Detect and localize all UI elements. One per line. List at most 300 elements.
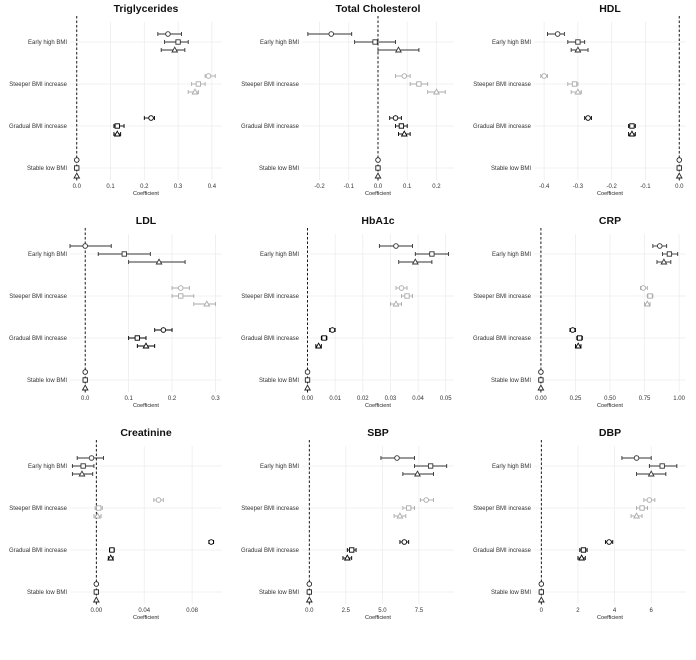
x-tick-label: 0.02 — [356, 396, 369, 402]
estimate-gradual-bmi-increase-square — [347, 548, 356, 552]
estimate-early-high-bmi-circle — [381, 456, 415, 461]
x-axis-title: Coefficient — [597, 403, 623, 409]
estimate-gradual-bmi-increase-triangle — [316, 343, 322, 348]
triangle-marker — [538, 385, 543, 390]
panel-title: Creatinine — [120, 427, 172, 439]
estimate-gradual-bmi-increase-square — [109, 548, 114, 552]
circle-marker — [399, 286, 404, 291]
panel-crp — [464, 212, 696, 424]
panel-ldl — [0, 212, 232, 424]
estimate-stable-low-bmi-triangle — [305, 385, 310, 390]
estimate-gradual-bmi-increase-square — [114, 124, 124, 128]
y-category-label: Stable low BMI — [490, 590, 531, 596]
circle-marker — [570, 328, 575, 333]
circle-marker — [657, 244, 662, 249]
x-tick-label: 0.3 — [173, 184, 183, 190]
y-category-label: Early high BMI — [27, 40, 67, 46]
square-marker — [135, 336, 139, 340]
panel-total-cholesterol — [232, 0, 464, 212]
circle-marker — [74, 158, 79, 163]
estimate-stable-low-bmi-triangle — [83, 385, 88, 390]
x-tick-label: 0.08 — [186, 608, 198, 614]
x-tick-label: 0.2 — [140, 184, 149, 190]
forest-plot-hba1c — [232, 212, 464, 424]
circle-marker — [330, 328, 335, 333]
x-axis-title: Coefficient — [133, 615, 159, 621]
y-category-label: Steeper BMI increase — [241, 294, 299, 300]
square-marker — [75, 166, 79, 170]
circle-marker — [424, 498, 429, 503]
square-marker — [373, 40, 377, 44]
square-marker — [81, 464, 85, 468]
y-category-label: Stable low BMI — [258, 378, 299, 384]
y-category-label: Early high BMI — [259, 252, 299, 258]
y-category-label: Early high BMI — [27, 252, 67, 258]
square-marker — [428, 464, 432, 468]
estimate-stable-low-bmi-circle — [539, 582, 544, 587]
circle-marker — [634, 456, 639, 461]
estimate-early-high-bmi-circle — [77, 456, 103, 461]
estimate-early-high-bmi-square — [72, 464, 94, 468]
x-axis-title: Coefficient — [133, 403, 159, 409]
y-category-label: Gradual BMI increase — [472, 336, 531, 342]
y-category-label: Gradual BMI increase — [240, 336, 299, 342]
y-category-label: Steeper BMI increase — [473, 82, 531, 88]
x-tick-label: 0.0 — [305, 608, 314, 614]
estimate-steeper-bmi-increase-circle — [541, 74, 548, 79]
x-tick-label: 2.5 — [341, 608, 351, 614]
square-marker — [577, 336, 581, 340]
estimate-early-high-bmi-square — [355, 40, 396, 44]
x-tick-label: 0.1 — [106, 184, 115, 190]
panel-hba1c — [232, 212, 464, 424]
estimate-early-high-bmi-square — [415, 252, 448, 256]
y-category-label: Gradual BMI increase — [240, 548, 299, 554]
y-category-label: Early high BMI — [259, 464, 299, 470]
y-category-label: Steeper BMI increase — [241, 506, 299, 512]
x-tick-label: -0.1 — [640, 184, 651, 190]
circle-marker — [156, 498, 161, 503]
triangle-marker — [375, 173, 380, 178]
y-category-label: Stable low BMI — [26, 378, 67, 384]
x-tick-label: 0.00 — [301, 396, 314, 402]
y-category-label: Early high BMI — [491, 464, 531, 470]
y-category-label: Steeper BMI increase — [9, 82, 67, 88]
panel-sbp — [232, 424, 464, 636]
estimate-gradual-bmi-increase-circle — [144, 116, 154, 121]
estimate-stable-low-bmi-circle — [376, 158, 381, 163]
circle-marker — [402, 540, 407, 545]
x-tick-label: 0.04 — [412, 396, 424, 402]
y-category-label: Early high BMI — [491, 40, 531, 46]
estimate-steeper-bmi-increase-triangle — [94, 513, 101, 518]
estimate-steeper-bmi-increase-triangle — [571, 89, 581, 94]
circle-marker — [83, 370, 88, 375]
square-marker — [576, 40, 580, 44]
estimate-steeper-bmi-increase-square — [403, 506, 415, 510]
circle-marker — [542, 74, 547, 79]
estimate-gradual-bmi-increase-triangle — [629, 131, 636, 136]
estimate-steeper-bmi-increase-square — [95, 506, 102, 510]
y-category-label: Steeper BMI increase — [473, 506, 531, 512]
estimate-stable-low-bmi-square — [75, 166, 79, 170]
circle-marker — [178, 286, 183, 291]
y-category-label: Stable low BMI — [258, 166, 299, 172]
estimate-early-high-bmi-triangle — [378, 47, 419, 52]
square-marker — [539, 378, 543, 382]
estimate-steeper-bmi-increase-triangle — [390, 301, 401, 306]
triangle-marker — [83, 385, 88, 390]
estimate-stable-low-bmi-circle — [305, 370, 310, 375]
circle-marker — [83, 244, 88, 249]
y-category-label: Steeper BMI increase — [9, 506, 67, 512]
x-tick-label: 0.0 — [81, 396, 90, 402]
estimate-stable-low-bmi-triangle — [307, 597, 312, 602]
square-marker — [405, 294, 409, 298]
x-tick-label: 0.00 — [90, 608, 103, 614]
estimate-early-high-bmi-circle — [548, 32, 565, 37]
estimate-stable-low-bmi-circle — [94, 582, 99, 587]
estimate-early-high-bmi-triangle — [72, 471, 92, 476]
triangle-marker — [307, 597, 312, 602]
panel-title: HDL — [599, 3, 621, 15]
estimate-early-high-bmi-circle — [70, 244, 111, 249]
square-marker — [677, 166, 681, 170]
circle-marker — [607, 540, 612, 545]
panel-dbp — [464, 424, 696, 636]
circle-marker — [393, 116, 398, 121]
forest-plot-crp — [464, 212, 696, 424]
estimate-stable-low-bmi-circle — [83, 370, 88, 375]
square-marker — [376, 166, 380, 170]
estimate-stable-low-bmi-circle — [74, 158, 79, 163]
estimate-early-high-bmi-square — [663, 252, 678, 256]
square-marker — [179, 294, 183, 298]
estimate-steeper-bmi-increase-square — [637, 506, 648, 510]
square-marker — [97, 506, 101, 510]
square-marker — [196, 82, 200, 86]
estimate-gradual-bmi-increase-triangle — [398, 131, 410, 136]
x-tick-label: 0.4 — [207, 184, 217, 190]
y-category-label: Gradual BMI increase — [472, 124, 531, 130]
estimate-gradual-bmi-increase-triangle — [343, 555, 352, 560]
y-category-label: Gradual BMI increase — [8, 548, 67, 554]
x-axis-title: Coefficient — [597, 615, 623, 621]
estimate-early-high-bmi-triangle — [403, 471, 434, 476]
estimate-stable-low-bmi-square — [677, 166, 681, 170]
circle-marker — [161, 328, 166, 333]
x-tick-label: -0.2 — [606, 184, 617, 190]
x-tick-label: 4 — [612, 608, 617, 614]
y-category-label: Gradual BMI increase — [472, 548, 531, 554]
x-tick-label: 0.25 — [569, 396, 582, 402]
estimate-stable-low-bmi-triangle — [74, 173, 79, 178]
estimate-stable-low-bmi-square — [539, 590, 543, 594]
circle-marker — [89, 456, 94, 461]
estimate-steeper-bmi-increase-circle — [396, 74, 411, 79]
x-tick-label: 0.1 — [403, 184, 412, 190]
circle-marker — [206, 74, 211, 79]
estimate-gradual-bmi-increase-circle — [209, 540, 214, 545]
square-marker — [94, 590, 98, 594]
circle-marker — [677, 158, 682, 163]
x-tick-label: 7.5 — [414, 608, 424, 614]
estimate-steeper-bmi-increase-triangle — [631, 513, 642, 518]
x-axis-title: Coefficient — [365, 191, 391, 197]
square-marker — [110, 548, 114, 552]
estimate-stable-low-bmi-triangle — [94, 597, 99, 602]
estimate-gradual-bmi-increase-triangle — [578, 555, 585, 560]
estimate-steeper-bmi-increase-circle — [172, 286, 189, 291]
estimate-early-high-bmi-triangle — [657, 259, 671, 264]
estimate-gradual-bmi-increase-triangle — [575, 343, 581, 348]
estimate-steeper-bmi-increase-circle — [154, 498, 164, 503]
square-marker — [305, 378, 309, 382]
estimate-early-high-bmi-triangle — [399, 259, 432, 264]
x-tick-label: -0.3 — [572, 184, 584, 190]
circle-marker — [586, 116, 591, 121]
forest-plot-dbp — [464, 424, 696, 636]
triangle-marker — [539, 597, 544, 602]
estimate-stable-low-bmi-circle — [307, 582, 312, 587]
estimate-gradual-bmi-increase-circle — [155, 328, 172, 333]
estimate-steeper-bmi-increase-triangle — [188, 89, 198, 94]
square-marker — [660, 464, 664, 468]
x-tick-label: 1.00 — [673, 396, 685, 402]
x-axis-title: Coefficient — [133, 191, 159, 197]
estimate-gradual-bmi-increase-square — [396, 124, 408, 128]
estimate-gradual-bmi-increase-square — [629, 124, 636, 128]
triangle-marker — [74, 173, 79, 178]
square-marker — [640, 506, 644, 510]
estimate-steeper-bmi-increase-square — [568, 82, 578, 86]
x-tick-label: 0.04 — [138, 608, 151, 614]
x-tick-label: 0 — [539, 608, 543, 614]
estimate-early-high-bmi-circle — [308, 32, 352, 37]
estimate-stable-low-bmi-triangle — [375, 173, 380, 178]
x-axis-title: Coefficient — [365, 615, 391, 621]
square-marker — [349, 548, 353, 552]
estimate-steeper-bmi-increase-triangle — [645, 301, 651, 306]
square-marker — [417, 82, 421, 86]
square-marker — [572, 82, 576, 86]
estimate-stable-low-bmi-square — [307, 590, 311, 594]
square-marker — [83, 378, 87, 382]
estimate-gradual-bmi-increase-square — [321, 336, 327, 340]
y-category-label: Early high BMI — [27, 464, 67, 470]
square-marker — [648, 294, 652, 298]
square-marker — [322, 336, 326, 340]
y-category-label: Steeper BMI increase — [241, 82, 299, 88]
panel-title: HbA1c — [361, 215, 395, 227]
estimate-gradual-bmi-increase-circle — [400, 540, 409, 545]
x-tick-label: 0.2 — [167, 396, 177, 402]
square-marker — [430, 252, 434, 256]
circle-marker — [209, 540, 214, 545]
panel-title: Triglycerides — [113, 3, 179, 15]
estimate-gradual-bmi-increase-circle — [585, 116, 592, 121]
estimate-steeper-bmi-increase-circle — [644, 498, 655, 503]
estimate-steeper-bmi-increase-square — [172, 294, 194, 298]
estimate-gradual-bmi-increase-triangle — [137, 343, 154, 348]
estimate-stable-low-bmi-square — [305, 378, 309, 382]
estimate-stable-low-bmi-square — [539, 378, 543, 382]
x-tick-label: -0.2 — [314, 184, 325, 190]
estimate-early-high-bmi-triangle — [129, 259, 185, 264]
estimate-early-high-bmi-triangle — [637, 471, 666, 476]
y-category-label: Steeper BMI increase — [473, 294, 531, 300]
x-tick-label: -0.4 — [538, 184, 550, 190]
forest-plot-total-cholesterol — [232, 0, 464, 212]
x-tick-label: 0.03 — [384, 396, 397, 402]
estimate-steeper-bmi-increase-square — [647, 294, 653, 298]
circle-marker — [641, 286, 646, 291]
estimate-stable-low-bmi-circle — [677, 158, 682, 163]
y-category-label: Gradual BMI increase — [8, 124, 67, 130]
estimate-early-high-bmi-square — [568, 40, 585, 44]
estimate-gradual-bmi-increase-circle — [605, 540, 612, 545]
circle-marker — [395, 456, 400, 461]
forest-plot-creatinine — [0, 424, 232, 636]
x-tick-label: 0.0 — [373, 184, 383, 190]
estimate-steeper-bmi-increase-triangle — [194, 301, 216, 306]
forest-plot-sbp — [232, 424, 464, 636]
estimate-stable-low-bmi-square — [376, 166, 380, 170]
y-category-label: Early high BMI — [259, 40, 299, 46]
estimate-early-high-bmi-triangle — [571, 47, 588, 52]
square-marker — [406, 506, 410, 510]
panel-title: Total Cholesterol — [335, 3, 421, 15]
circle-marker — [166, 32, 171, 37]
square-marker — [115, 124, 119, 128]
x-tick-label: 2 — [576, 608, 580, 614]
x-tick-label: 0.0 — [675, 184, 684, 190]
circle-marker — [329, 32, 334, 37]
panel-creatinine — [0, 424, 232, 636]
estimate-stable-low-bmi-triangle — [538, 385, 543, 390]
forest-plot-triglycerides — [0, 0, 232, 212]
y-category-label: Steeper BMI increase — [9, 294, 67, 300]
estimate-gradual-bmi-increase-square — [577, 336, 583, 340]
forest-plot-ldl — [0, 212, 232, 424]
forest-plot-hdl — [464, 0, 696, 212]
panel-title: SBP — [367, 427, 389, 439]
estimate-early-high-bmi-square — [415, 464, 447, 468]
y-category-label: Gradual BMI increase — [8, 336, 67, 342]
square-marker — [307, 590, 311, 594]
estimate-gradual-bmi-increase-circle — [390, 116, 402, 121]
y-category-label: Stable low BMI — [26, 166, 67, 172]
estimate-steeper-bmi-increase-circle — [205, 74, 215, 79]
circle-marker — [305, 370, 310, 375]
triangle-marker — [305, 385, 310, 390]
estimate-early-high-bmi-circle — [379, 244, 412, 249]
estimate-stable-low-bmi-triangle — [539, 597, 544, 602]
estimate-gradual-bmi-increase-triangle — [114, 131, 121, 136]
panel-title: CRP — [598, 215, 622, 227]
estimate-early-high-bmi-square — [649, 464, 676, 468]
triangle-marker — [94, 597, 99, 602]
estimate-early-high-bmi-square — [98, 252, 150, 256]
y-category-label: Stable low BMI — [490, 166, 531, 172]
x-tick-label: 6 — [649, 608, 653, 614]
estimate-early-high-bmi-triangle — [161, 47, 185, 52]
estimate-early-high-bmi-circle — [653, 244, 667, 249]
estimate-stable-low-bmi-circle — [539, 370, 544, 375]
x-tick-label: 0.0 — [72, 184, 81, 190]
estimate-steeper-bmi-increase-square — [401, 294, 412, 298]
circle-marker — [539, 582, 544, 587]
x-tick-label: 0.05 — [439, 396, 452, 402]
square-marker — [122, 252, 126, 256]
x-tick-label: 0.50 — [604, 396, 616, 402]
circle-marker — [307, 582, 312, 587]
estimate-early-high-bmi-circle — [622, 456, 651, 461]
y-category-label: Stable low BMI — [490, 378, 531, 384]
x-tick-label: 0.2 — [432, 184, 441, 190]
y-category-label: Stable low BMI — [258, 590, 299, 596]
panel-hdl — [464, 0, 696, 212]
x-tick-label: 0.3 — [211, 396, 220, 402]
panel-title: DBP — [598, 427, 622, 439]
estimate-gradual-bmi-increase-square — [129, 336, 146, 340]
x-tick-label: 0.01 — [329, 396, 342, 402]
estimate-steeper-bmi-increase-triangle — [394, 513, 406, 518]
square-marker — [399, 124, 403, 128]
estimate-steeper-bmi-increase-circle — [640, 286, 647, 291]
y-category-label: Stable low BMI — [26, 590, 67, 596]
x-tick-label: 0.75 — [638, 396, 651, 402]
circle-marker — [94, 582, 99, 587]
estimate-gradual-bmi-increase-circle — [330, 328, 336, 333]
y-category-label: Early high BMI — [491, 252, 531, 258]
square-marker — [581, 548, 585, 552]
estimate-early-high-bmi-square — [165, 40, 189, 44]
panel-title: LDL — [135, 215, 157, 227]
circle-marker — [555, 32, 560, 37]
x-axis-title: Coefficient — [365, 403, 391, 409]
x-tick-label: 5.0 — [378, 608, 387, 614]
estimate-stable-low-bmi-square — [83, 378, 87, 382]
square-marker — [539, 590, 543, 594]
estimate-stable-low-bmi-square — [94, 590, 98, 594]
estimate-steeper-bmi-increase-circle — [396, 286, 407, 291]
square-marker — [176, 40, 180, 44]
x-axis-title: Coefficient — [597, 191, 623, 197]
y-category-label: Gradual BMI increase — [240, 124, 299, 130]
circle-marker — [394, 244, 399, 249]
estimate-steeper-bmi-increase-square — [192, 82, 206, 86]
estimate-steeper-bmi-increase-triangle — [428, 89, 446, 94]
circle-marker — [539, 370, 544, 375]
triangle-marker — [677, 173, 682, 178]
estimate-steeper-bmi-increase-square — [410, 82, 428, 86]
circle-marker — [376, 158, 381, 163]
estimate-gradual-bmi-increase-triangle — [108, 555, 113, 560]
circle-marker — [402, 74, 407, 79]
x-tick-label: -0.1 — [343, 184, 354, 190]
x-tick-label: 0.00 — [535, 396, 547, 402]
square-marker — [667, 252, 671, 256]
estimate-stable-low-bmi-triangle — [677, 173, 682, 178]
circle-marker — [647, 498, 652, 503]
estimate-steeper-bmi-increase-circle — [420, 498, 433, 503]
x-tick-label: 0.1 — [124, 396, 133, 402]
circle-marker — [149, 116, 154, 121]
estimate-gradual-bmi-increase-circle — [570, 328, 576, 333]
panel-triglycerides — [0, 0, 232, 212]
estimate-gradual-bmi-increase-square — [580, 548, 587, 552]
